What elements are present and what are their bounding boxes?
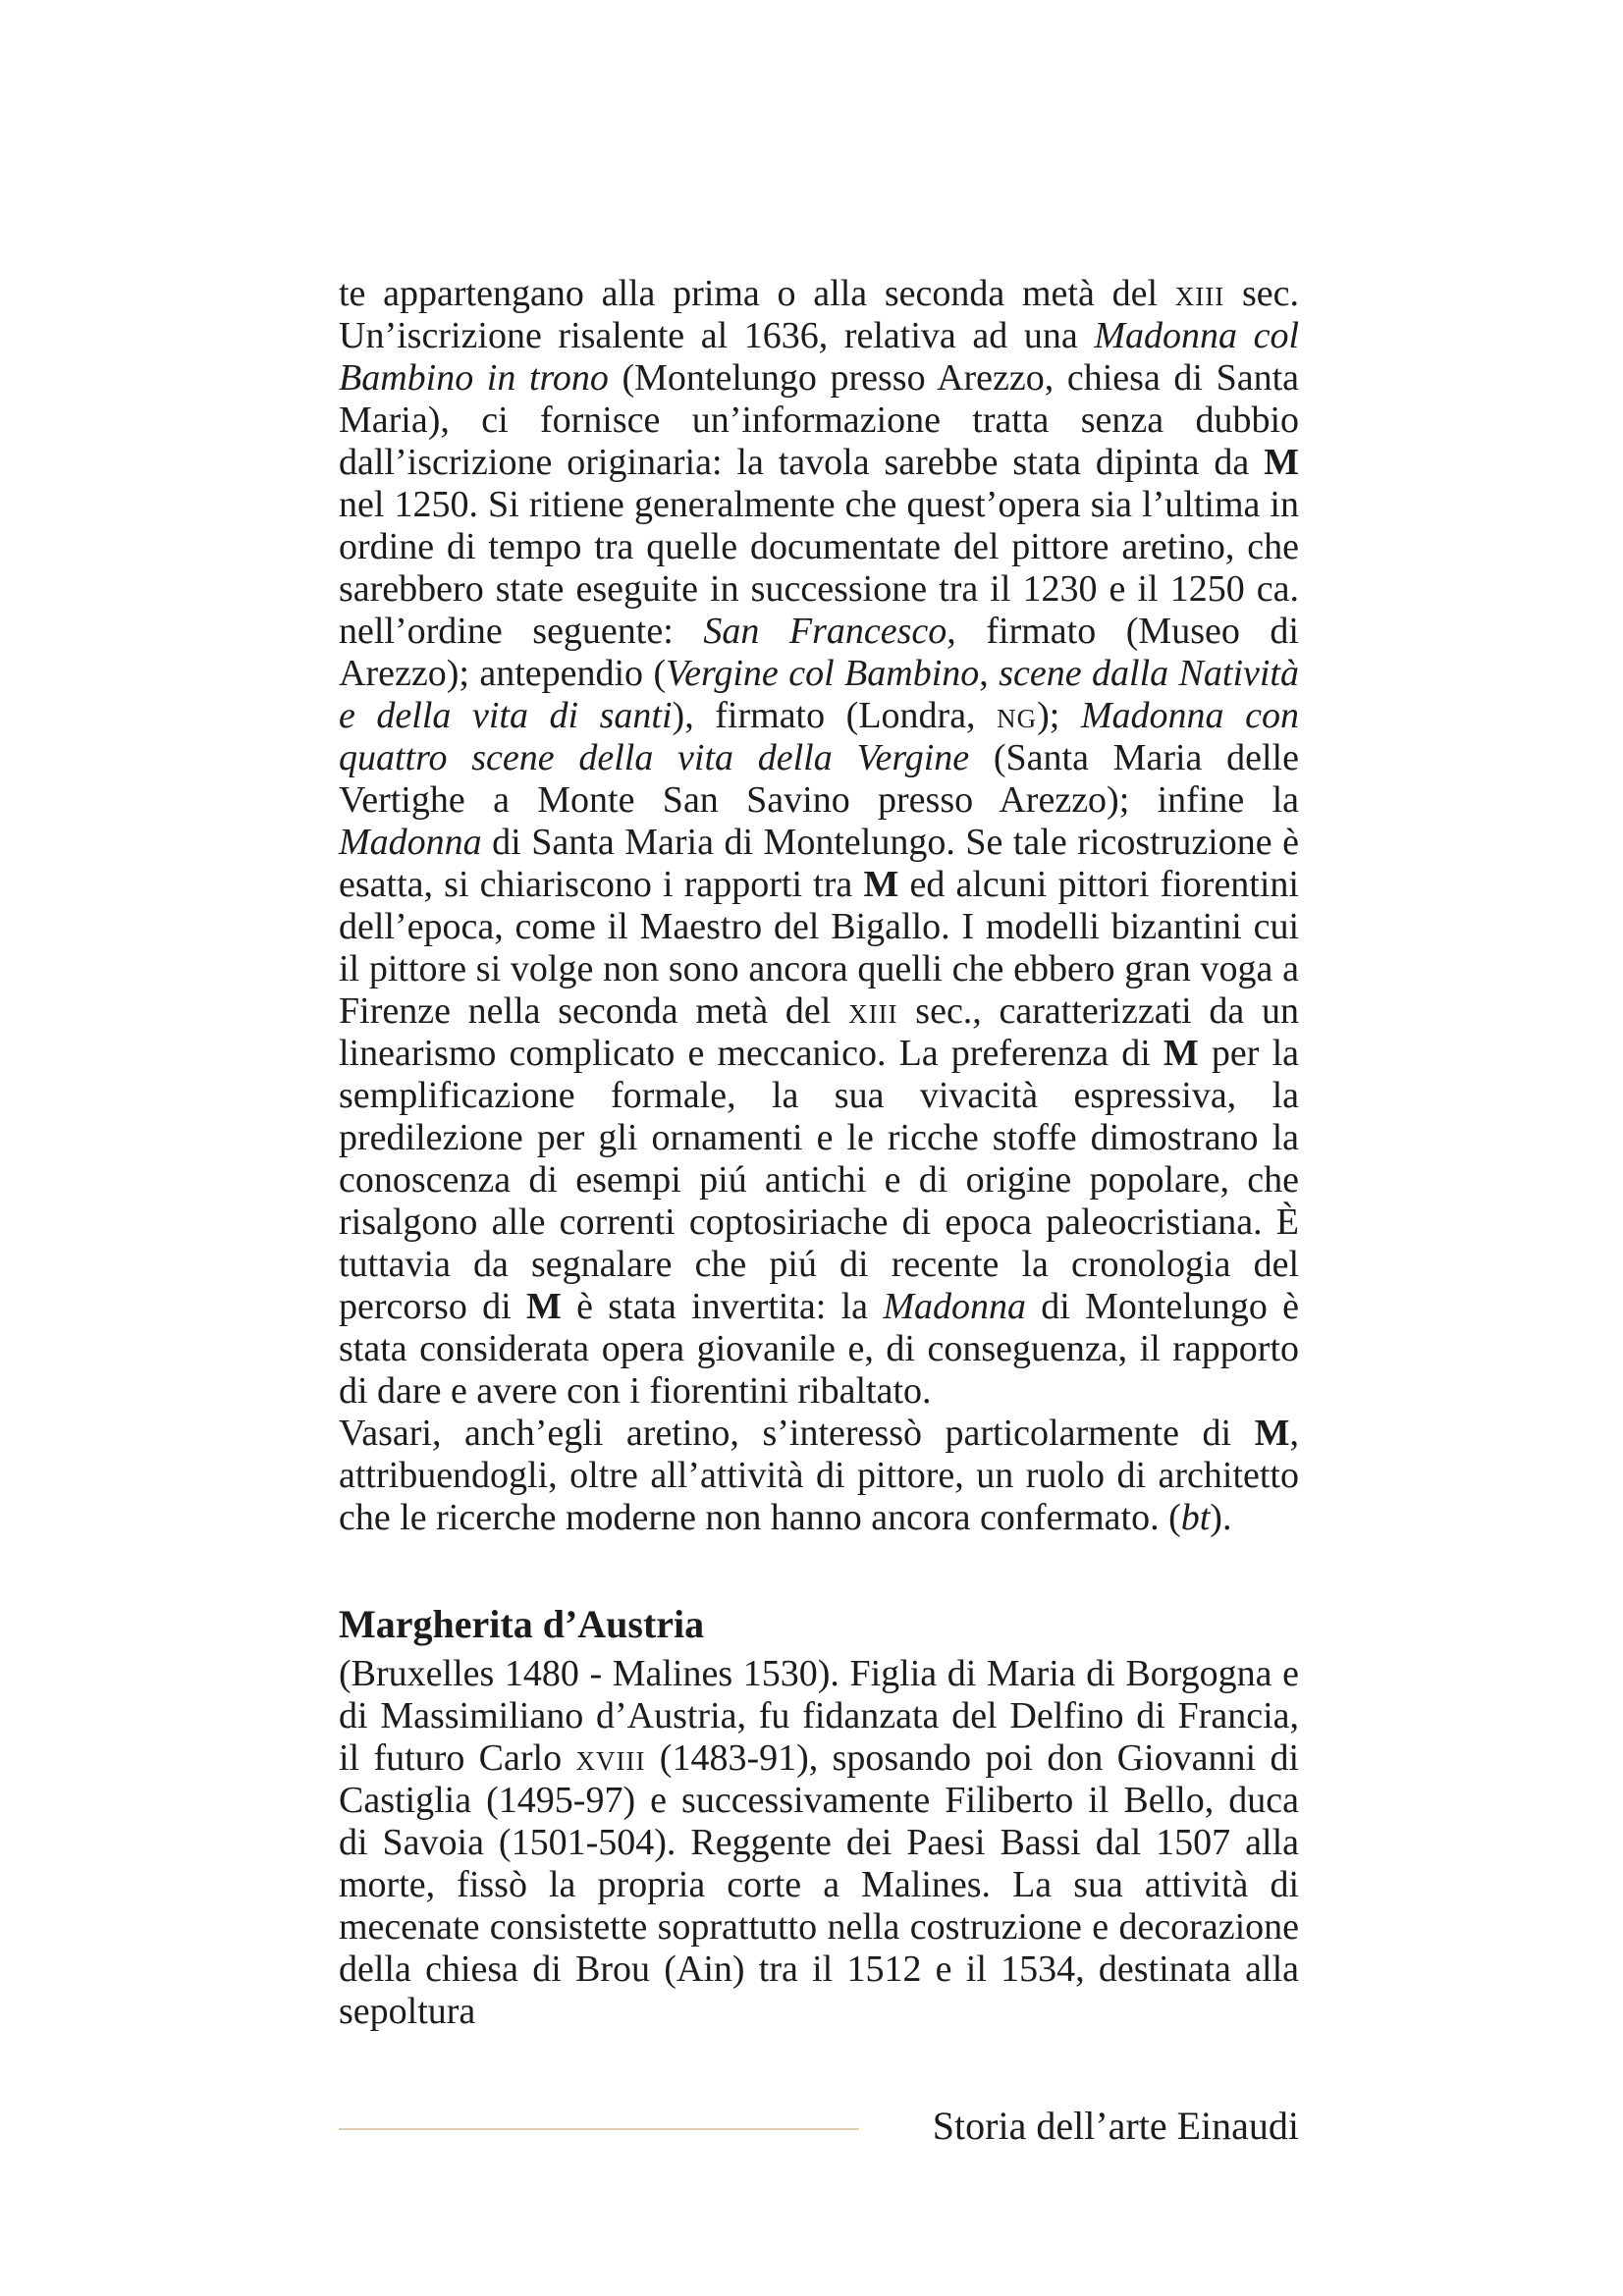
entry-heading: Margherita d’Austria — [339, 1602, 705, 1646]
text-run: sec., caratterizzati da un linearismo complicato e meccanico. La preferenza di — [339, 990, 1300, 1074]
text-run: te appartengano alla prima o alla seconda metà del — [339, 273, 1175, 314]
text-run: , — [979, 653, 1000, 694]
text-run: di Montelungo è stata considerata opera giovanile e, di conseguenza, il rapporto di dare e avere con i fiorentini ribaltato. — [339, 1286, 1299, 1412]
small-caps-run: ng — [997, 695, 1038, 736]
bold-run: M — [1264, 442, 1299, 483]
text-run: di Santa Maria di Montelungo. Se tale ricostruzione è esatta, si chiariscono i rapporti tra — [339, 822, 1299, 905]
text-run: Vasari, anch’egli aretino, s’interessò particolarmente di — [339, 1413, 1255, 1454]
text-run: (Santa Maria delle Vertighe a Monte San Savino presso Arezzo); infine la — [339, 737, 1299, 821]
entry-body — [339, 1653, 1299, 2033]
text-run: (1483-91), sposando poi don Giovanni di Castiglia (1495-97) e successivamente Filiberto il Bello, duca di Savoia (1501-504). Reggente dei Paesi Bassi dal 1507 alla morte, fissò la propria corte a Malines. La sua attività di mecenate consistette soprattutto nella costruzione e decorazione della chiesa di Brou (Ain) tra il 1512 e il 1534, destinata alla sepoltura — [339, 1737, 1300, 2032]
italic-run: Madonna — [339, 822, 482, 863]
italic-run: Madonna con quattro scene della vita della Vergine — [339, 695, 1299, 778]
italic-run: Madonna col Bambino in trono — [339, 315, 1300, 399]
text-run: ); — [1037, 695, 1081, 736]
paragraph — [339, 1413, 1299, 1539]
text-run: ed alcuni pittori fiorentini dell’epoca, come il Maestro del Bigallo. I modelli bizantini cui il pittore si volge non sono ancora quelli che ebbero gran voga a Firenze nella seconda metà del — [339, 864, 1299, 1032]
italic-run: Madonna — [883, 1286, 1026, 1327]
small-caps-run: xiii — [848, 990, 898, 1032]
italic-run: Vergine col Bambino — [666, 653, 980, 694]
text-run: ). — [1210, 1497, 1232, 1538]
text-run: per la semplificazione formale, la sua vivacità espressiva, la predilezione per gli ornamenti e le ricche stoffe dimostrano la conoscenza di esempi piú antichi e di origine popolare, che risalgono alle correnti coptosiriache di epoca paleocristiana. È tuttavia da segnalare che piú di recente la cronologia del percorso di — [339, 1033, 1299, 1327]
text-run: è stata invertita: la — [561, 1286, 884, 1327]
paragraph — [339, 273, 1299, 1413]
text-column — [339, 273, 1299, 2033]
italic-run: bt — [1180, 1497, 1211, 1538]
text-run: ), firmato (Londra, — [672, 695, 998, 736]
text-run: (Bruxelles 1480 - Malines 1530). Figlia di Maria di Borgogna e di Massimiliano d’Austria, fu fidanzata del Delfino di Francia, il futuro Carlo — [339, 1653, 1299, 1779]
italic-run: scene dalla Natività e della vita di santi — [339, 653, 1299, 736]
text-run: , attribuendogli, oltre all’attività di pittore, un ruolo di architetto che le ricerche moderne non hanno ancora confermato. ( — [339, 1413, 1299, 1538]
bold-run: M — [1163, 1033, 1199, 1074]
footer-rule — [339, 2128, 859, 2130]
bold-run: M — [525, 1286, 562, 1327]
bold-run: M — [1254, 1413, 1290, 1454]
footer-title: Storia dell’arte Einaudi — [932, 2104, 1299, 2148]
article-continuation — [339, 273, 1299, 1539]
paragraph — [339, 1653, 1299, 2033]
text-run: (Montelungo presso Arezzo, chiesa di Santa Maria), ci fornisce un’informazione tratta senza dubbio dall’iscrizione originaria: la tavola sarebbe stata dipinta da — [339, 357, 1299, 483]
text-run: nel 1250. Si ritiene generalmente che quest’opera sia l’ultima in ordine di tempo tra quelle documentate del pittore aretino, che sarebbero state eseguite in successione tra il 1230 e il 1250 ca. nell’ordine seguente: — [339, 484, 1299, 652]
bold-run: M — [863, 864, 899, 905]
small-caps-run: xiii — [1174, 273, 1225, 314]
text-run: sec. Un’iscrizione risalente al 1636, relativa ad una — [339, 273, 1299, 356]
italic-run: San Francesco — [703, 611, 947, 652]
text-run: , firmato (Museo di Arezzo); antependio ( — [339, 611, 1299, 694]
small-caps-run: xviii — [575, 1737, 646, 1779]
